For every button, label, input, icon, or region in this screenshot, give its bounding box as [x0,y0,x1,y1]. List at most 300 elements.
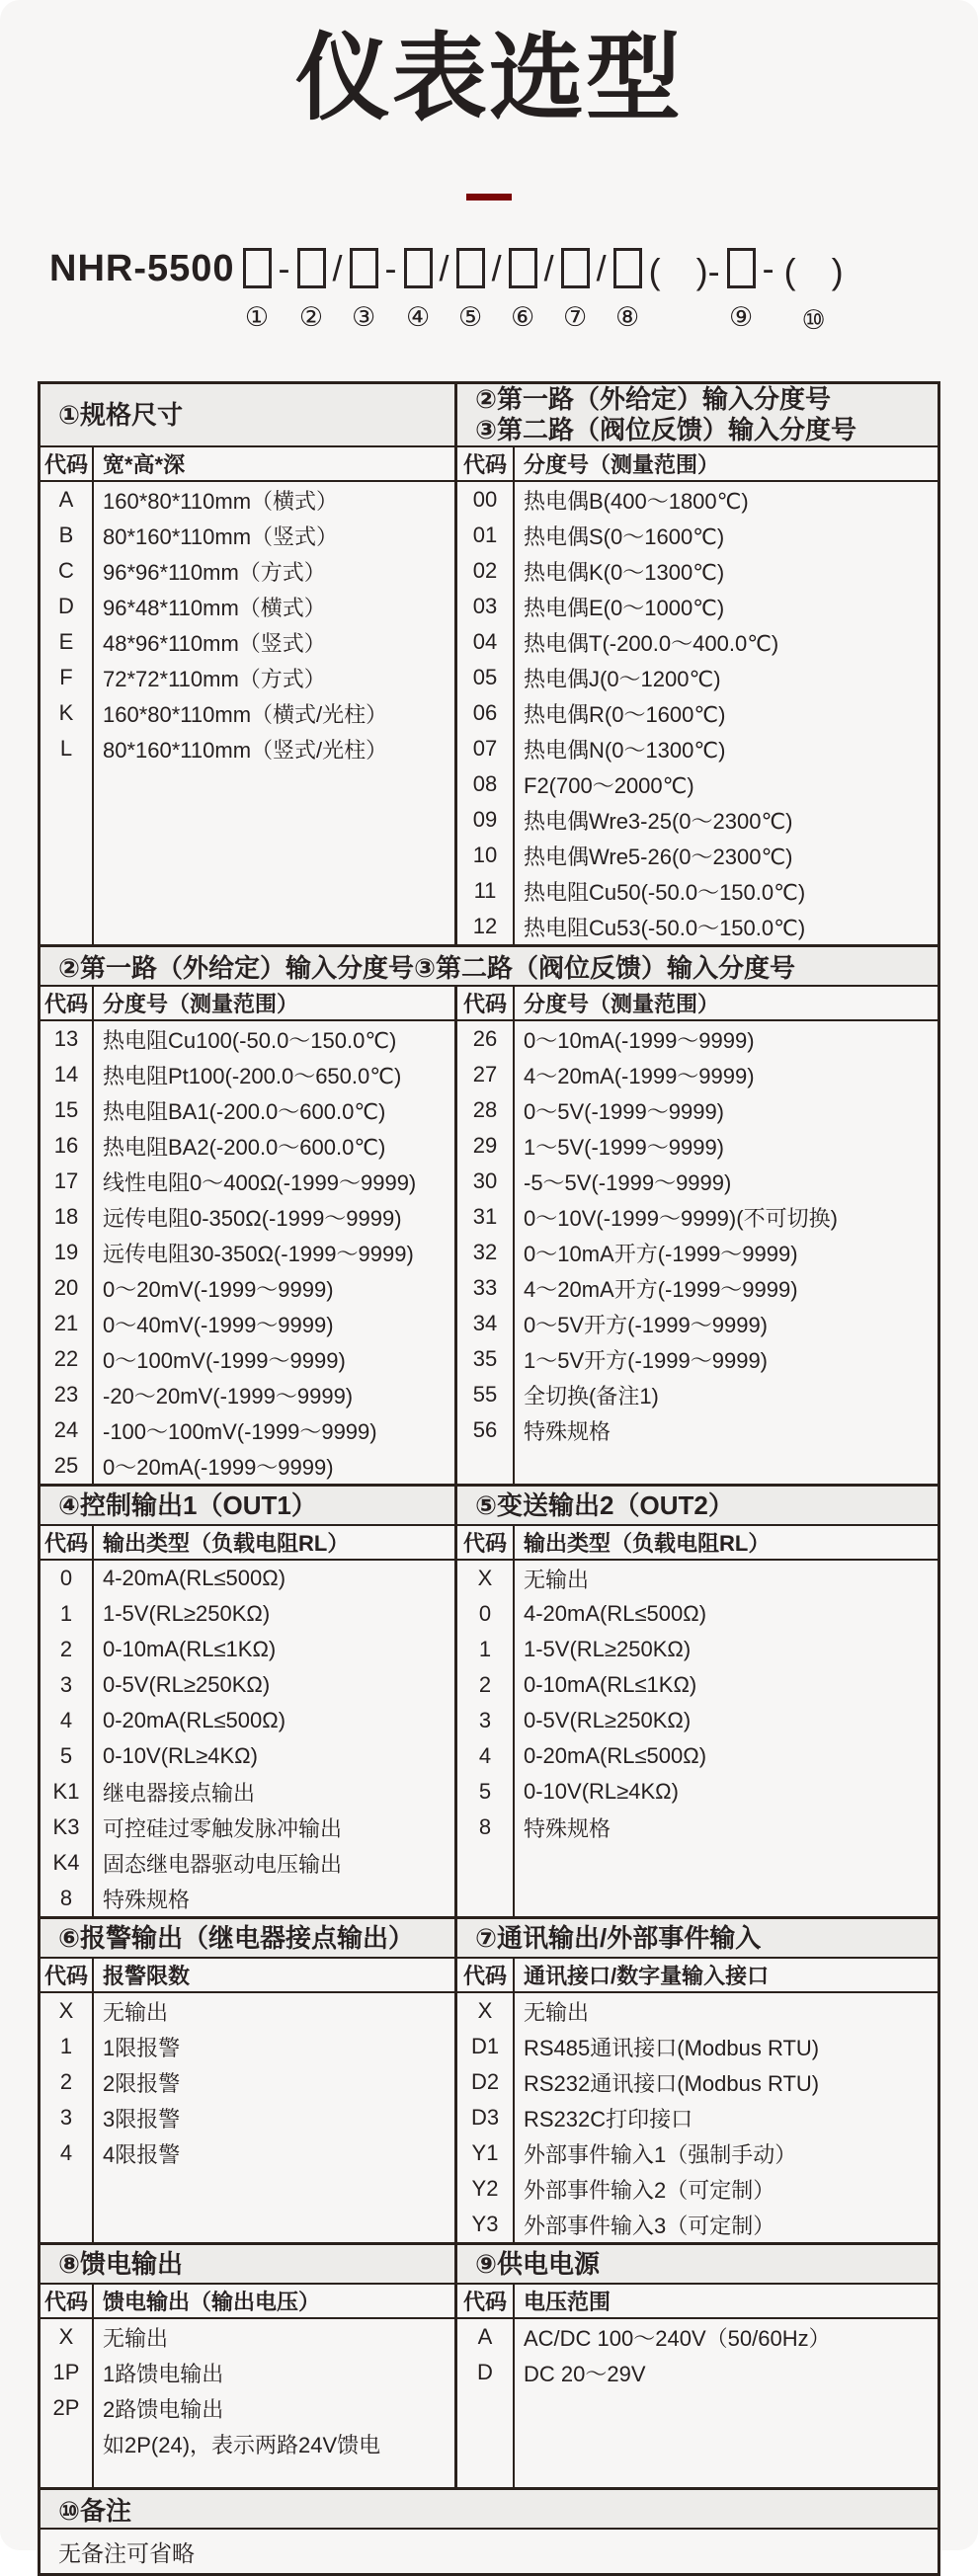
row-code: 4 [41,2135,94,2171]
row-code: 4 [41,1703,94,1738]
table-row [41,1596,454,1632]
table-row [41,1561,454,1596]
filler-row [41,766,454,944]
table-row [41,624,454,660]
table-section [41,1916,937,2242]
red-divider [466,194,512,201]
filler-code [41,2171,94,2242]
section-title-line: ⑥报警输出（继电器接点输出） [58,1922,415,1953]
table-row [457,1341,937,1377]
table-section [41,384,937,944]
table-row [457,1270,937,1306]
row-desc: 全切换(备注1) [524,1383,659,1409]
column-headers [41,1959,454,1993]
table-row [457,1993,937,2029]
model-position-label: ⑥ [510,302,535,332]
row-desc: 热电偶B(400～1800℃) [524,488,749,514]
row-desc: -100～100mV(-1999～9999) [103,1418,377,1444]
table-row [41,2029,454,2064]
model-slot-box [350,248,378,288]
table-row [41,1341,454,1377]
row-desc: F2(700～2000℃) [524,772,694,798]
model-separator-group [781,246,847,336]
table-row [457,1774,937,1810]
table-row [457,1235,937,1270]
row-desc: 0～20mA(-1999～9999) [103,1454,334,1480]
table-row [457,1738,937,1774]
table-row [41,1448,454,1484]
section-body [41,1487,937,1916]
table-row [457,482,937,518]
column-header-desc: 输出类型（负载电阻RL） [524,1531,771,1556]
row-desc: 1-5V(RL≥250KΩ) [524,1637,692,1661]
row-desc: 1～5V(-1999～9999) [524,1134,725,1160]
page-title: 仪表选型 [295,26,683,131]
row-code: 16 [41,1128,94,1164]
table-row [41,1021,454,1057]
row-code: 05 [457,660,515,695]
row-code: 29 [457,1128,515,1164]
row-desc: 1路馈电输出 [103,2361,224,2386]
row-desc: 0～5V(-1999～9999) [524,1098,725,1124]
row-code: 22 [41,1341,94,1377]
row-desc: 热电阻Pt100(-200.0～650.0℃) [103,1063,402,1088]
model-slot [509,246,537,333]
row-code: 02 [457,553,515,589]
row-code: K1 [41,1774,94,1810]
column-headers [41,2285,454,2319]
table-row [457,2135,937,2171]
rows [457,1021,937,1484]
model-slot-box [404,248,433,288]
table-section [41,2487,937,2573]
filler-desc [515,1448,937,1484]
table-row [457,695,937,731]
row-code: 11 [457,873,515,909]
model-prefix: NHR-5500 [49,248,235,289]
row-desc: 热电偶R(0～1600℃) [524,701,726,727]
table-row [457,731,937,766]
model-slot [350,246,378,333]
row-desc: 0-10V(RL≥4KΩ) [103,1743,258,1768]
row-code: 0 [457,1596,515,1632]
table-row [457,1412,937,1448]
filler-code [457,1448,515,1484]
row-desc: 96*48*110mm（横式） [103,595,326,620]
row-code: 2 [41,1632,94,1667]
row-desc: 96*96*110mm（方式） [103,559,326,585]
row-desc: 0～100mV(-1999～9999) [103,1347,346,1373]
row-desc: 热电偶E(0～1000℃) [524,595,725,620]
table-row [457,624,937,660]
table-row [41,1810,454,1845]
row-desc: 热电偶K(0～1300℃) [524,559,725,585]
row-desc: 0～20mV(-1999～9999) [103,1276,334,1302]
section-body [41,2245,937,2487]
row-desc: 如2P(24)，表示两路24V馈电 [103,2432,381,2457]
model-separator-group [594,246,610,336]
row-desc: 特殊规格 [524,1418,611,1444]
row-desc: 0～10mA(-1999～9999) [524,1027,755,1053]
table-row [457,1021,937,1057]
row-desc: 无输出 [524,1999,590,2025]
table-row [457,2171,937,2207]
row-code: D3 [457,2100,515,2135]
section-title-line: ⑤变送输出2（OUT2） [475,1489,734,1520]
section-body [41,987,937,1484]
row-code: 0 [41,1561,94,1596]
section-title-line: ⑧馈电输出 [58,2248,184,2279]
row-code: 3 [457,1703,515,1738]
model-slot-box [297,248,326,288]
table-row [457,1199,937,1235]
row-desc: 160*80*110mm（横式） [103,488,339,514]
row-code: 2 [41,2064,94,2100]
row-desc: 1限报警 [103,2035,181,2060]
row-code: 09 [457,802,515,838]
row-code: A [457,2319,515,2355]
row-code [41,2426,94,2461]
row-code: B [41,518,94,553]
row-code: 2P [41,2390,94,2426]
model-code-line [0,246,978,336]
row-desc: 热电偶Wre3-25(0～2300℃) [524,808,793,834]
row-code: 3 [41,1667,94,1703]
row-desc: 0-10V(RL≥4KΩ) [524,1779,679,1804]
filler-code [41,2461,94,2487]
row-desc: 80*160*110mm（竖式） [103,523,339,549]
row-code: X [457,1993,515,2029]
row-code: E [41,624,94,660]
table-row [457,1667,937,1703]
model-slot-box [561,248,590,288]
column-headers [41,447,454,482]
section-half-right [454,1487,937,1916]
column-header-code: 代码 [41,987,94,1019]
model-slot-box [727,248,756,288]
table-row [41,482,454,518]
row-code: 10 [457,838,515,873]
row-desc: 线性电阻0～400Ω(-1999～9999) [103,1169,417,1195]
row-code: 14 [41,1057,94,1092]
section-title [457,1487,937,1526]
section-title-line: ⑦通讯输出/外部事件输入 [475,1922,762,1953]
model-separator-group [489,246,505,336]
model-separator: - [278,248,290,288]
section-title-line: ⑨供电电源 [475,2248,601,2279]
column-header-code: 代码 [457,2285,515,2317]
row-code: 17 [41,1164,94,1199]
rows [457,1561,937,1916]
column-header-desc: 电压范围 [524,2290,611,2314]
row-code: 15 [41,1092,94,1128]
table-row [41,2100,454,2135]
section-half-left [41,1487,454,1916]
row-desc: AC/DC 100～240V（50/60Hz） [524,2325,831,2351]
column-headers [41,1526,454,1561]
table-row [41,589,454,624]
table-row [41,2319,454,2355]
filler-desc [515,1845,937,1916]
row-desc: 热电偶Wre5-26(0～2300℃) [524,844,793,869]
row-code: 32 [457,1235,515,1270]
table-row [41,1377,454,1412]
row-desc: RS232通讯接口(Modbus RTU) [524,2070,820,2096]
rows [41,482,454,944]
table-row [457,1092,937,1128]
row-code: L [41,731,94,766]
section-half-left [41,384,454,944]
row-code: 24 [41,1412,94,1448]
table-row [41,1703,454,1738]
row-code: 2 [457,1667,515,1703]
row-desc: 1～5V开方(-1999～9999) [524,1347,769,1373]
row-desc: 2限报警 [103,2070,181,2096]
row-desc: -20～20mV(-1999～9999) [103,1383,354,1409]
row-desc: 远传电阻30-350Ω(-1999～9999) [103,1241,414,1266]
section-title [41,2245,454,2285]
column-header-code: 代码 [41,1526,94,1559]
table-row [41,1164,454,1199]
row-code: K [41,695,94,731]
column-header-code: 代码 [457,447,515,480]
row-desc: 热电偶S(0～1600℃) [524,523,725,549]
column-header-code: 代码 [41,447,94,480]
model-position-label: ⑤ [457,302,483,332]
row-code: 00 [457,482,515,518]
section-title: ②第一路（外给定）输入分度号③第二路（阀位反馈）输入分度号 [41,947,937,987]
table-row [457,802,937,838]
remark-note: 无备注可省略 [58,2539,195,2566]
row-code: 1 [457,1632,515,1667]
row-desc: 4-20mA(RL≤500Ω) [103,1566,286,1590]
section-half-right [454,2245,937,2487]
model-separator: / [439,248,449,288]
row-code: 20 [41,1270,94,1306]
row-desc: 远传电阻0-350Ω(-1999～9999) [103,1205,402,1231]
section-title [41,1487,454,1526]
row-code: 55 [457,1377,515,1412]
model-separator-group [382,246,400,336]
column-header-desc: 馈电输出（输出电压） [103,2290,321,2314]
model-position-label: ① [244,302,270,332]
model-separator: - [762,248,774,288]
column-header-desc: 分度号（测量范围） [524,452,720,477]
model-position-label: ⑦ [562,302,588,332]
filler-desc [94,766,454,944]
table-row [41,2064,454,2100]
row-desc: 0-5V(RL≥250KΩ) [524,1708,692,1732]
row-code: X [457,1561,515,1596]
row-desc: RS485通讯接口(Modbus RTU) [524,2035,820,2060]
column-headers [457,1959,937,1993]
row-desc: 外部事件输入3（可定制） [524,2213,775,2238]
column-header-desc: 分度号（测量范围） [524,992,720,1016]
table-row [41,660,454,695]
model-position-label: ④ [405,302,431,332]
row-code: 34 [457,1306,515,1341]
row-code: 01 [457,518,515,553]
section-title-line: ④控制输出1（OUT1） [58,1489,317,1520]
row-desc: 1-5V(RL≥250KΩ) [103,1601,271,1626]
table-row [41,1057,454,1092]
section-half-left [41,1919,454,2242]
row-desc: 3限报警 [103,2106,181,2132]
row-code: C [41,553,94,589]
row-desc: DC 20～29V [524,2361,646,2386]
row-desc: 热电偶N(0～1300℃) [524,737,726,763]
row-desc: 72*72*110mm（方式） [103,666,326,691]
row-code: K4 [41,1845,94,1881]
table-row [457,553,937,589]
table-row [457,2207,937,2242]
table-row [457,2029,937,2064]
model-separator: / [332,248,343,288]
row-code: 04 [457,624,515,660]
row-code: 35 [457,1341,515,1377]
row-code: 27 [457,1057,515,1092]
row-desc: 4限报警 [103,2141,181,2167]
filler-row [457,1845,937,1916]
model-separator-group [646,246,723,336]
table-row [457,1703,937,1738]
section-half-right [454,384,937,944]
filler-row [41,2171,454,2242]
model-position-label: ② [298,302,324,332]
section-title [41,384,454,447]
row-code: F [41,660,94,695]
row-desc: 无输出 [103,2325,169,2351]
filler-desc [515,2390,937,2487]
model-slot-box [613,248,642,288]
model-slot [297,246,326,333]
filler-row [457,2390,937,2487]
table-row [457,589,937,624]
row-desc: 2路馈电输出 [103,2396,224,2422]
model-separator: / [543,248,554,288]
rows [457,2319,937,2487]
row-code: D [457,2355,515,2390]
row-desc: 热电阻Cu50(-50.0～150.0℃) [524,879,806,905]
row-code: X [41,2319,94,2355]
table-row [457,2355,937,2390]
model-separator: / [596,248,607,288]
row-code: 06 [457,695,515,731]
row-code: 33 [457,1270,515,1306]
filler-code [457,1845,515,1916]
table-row [41,2390,454,2426]
model-separator: ( )- [648,250,720,291]
model-separator-group [760,246,777,336]
row-code: A [41,482,94,518]
rows [41,2319,454,2487]
column-header-code: 代码 [41,2285,94,2317]
row-code: 5 [41,1738,94,1774]
column-header-desc: 分度号（测量范围） [103,992,299,1016]
table-row [457,1632,937,1667]
table-row [457,1164,937,1199]
column-header-code: 代码 [41,1959,94,1991]
row-code: 3 [41,2100,94,2135]
table-row [41,2426,454,2461]
table-row [41,1306,454,1341]
row-desc: 热电阻BA2(-200.0～600.0℃) [103,1134,386,1160]
table-row [457,1377,937,1412]
row-code: 1P [41,2355,94,2390]
table-row [457,660,937,695]
table-row [457,1306,937,1341]
row-desc: 热电阻Cu53(-50.0～150.0℃) [524,915,806,940]
table-row [41,553,454,589]
model-position-label: ⑧ [615,302,640,332]
filler-row [41,2461,454,2487]
row-desc: 特殊规格 [524,1815,611,1841]
row-code: 8 [457,1810,515,1845]
model-slot-box [509,248,537,288]
column-headers [457,987,937,1021]
model-slot [243,246,272,333]
column-header-code: 代码 [457,1959,515,1991]
column-headers [457,2285,937,2319]
section-title [457,2245,937,2285]
row-code: 03 [457,589,515,624]
row-desc: 继电器接点输出 [103,1780,256,1806]
model-separator: - [384,248,397,288]
filler-desc [94,2461,454,2487]
column-header-desc: 通讯接口/数字量输入接口 [524,1964,770,1988]
section-title [457,384,937,447]
table-row [41,1632,454,1667]
column-header-desc: 报警限数 [103,1964,191,1988]
row-desc: -5～5V(-1999～9999) [524,1169,732,1195]
rows [457,1993,937,2242]
model-separator-group [437,246,452,336]
row-code: D1 [457,2029,515,2064]
row-code: D2 [457,2064,515,2100]
filler-row [457,1448,937,1484]
row-desc: 无输出 [103,1999,169,2025]
row-code: Y2 [457,2171,515,2207]
table-row [41,1738,454,1774]
model-slot-box [456,248,485,288]
table-row [457,766,937,802]
row-code: 18 [41,1199,94,1235]
row-desc: 80*160*110mm（竖式/光柱） [103,737,388,763]
model-position-label: ③ [351,302,376,332]
model-separator: / [491,248,502,288]
table-section [41,2242,937,2487]
row-desc: RS232C打印接口 [524,2106,693,2132]
row-code: Y1 [457,2135,515,2171]
model-separator: ( ) [783,250,844,291]
model-position-label: ⑩ [801,305,826,335]
column-headers [457,447,937,482]
row-desc: 固态继电器驱动电压输出 [103,1851,343,1877]
table-row [457,518,937,553]
section-body [41,384,937,944]
row-desc: 热电偶T(-200.0～400.0℃) [524,630,779,656]
column-header-code: 代码 [457,987,515,1019]
filler-desc [94,2171,454,2242]
filler-code [457,2390,515,2487]
model-slot [561,246,590,333]
table-row [41,1993,454,2029]
table-row [457,1128,937,1164]
row-code: X [41,1993,94,2029]
row-code: 5 [457,1774,515,1810]
table-row [41,2135,454,2171]
row-desc: 0～40mV(-1999～9999) [103,1312,334,1337]
